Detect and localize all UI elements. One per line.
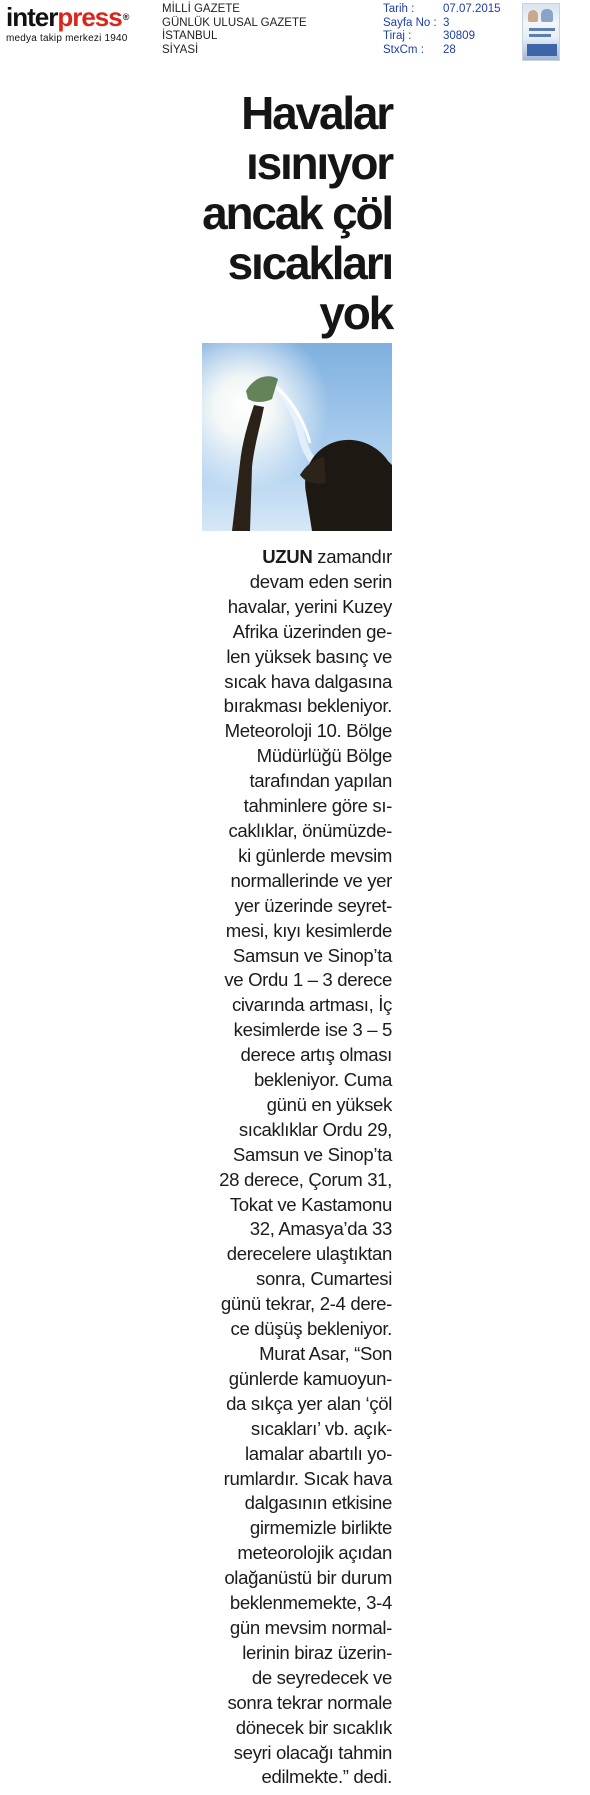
body-line: tarafından yapılan — [249, 770, 392, 792]
publication-info — [162, 3, 307, 57]
body-lines — [196, 570, 392, 1790]
body-line: 32, Amasya’da 33 — [249, 1218, 392, 1240]
body-line: mesi, kıyı kesimlerde — [225, 919, 392, 941]
body-line: lerinin biraz üzerin- — [242, 1641, 392, 1663]
body-line: olağanüstü bir durum — [224, 1567, 392, 1589]
clipping-meta — [383, 3, 501, 57]
headline-line: ancak çöl — [202, 187, 392, 239]
body-line: derecelere ulaştıktan — [226, 1243, 392, 1265]
article-body — [196, 545, 392, 1790]
body-line: dalgasının etkisine — [244, 1492, 392, 1514]
body-line: Müdürlüğü Bölge — [256, 745, 392, 767]
body-line: meteorolojik açıdan — [237, 1542, 392, 1564]
meta-key: Sayfa No : — [383, 16, 437, 29]
body-line: ve Ordu 1 – 3 derece — [224, 969, 392, 991]
meta-value: 3 — [443, 16, 450, 29]
logo-wordmark — [6, 4, 154, 30]
body-line: girmemizle birlikte — [249, 1517, 392, 1539]
body-line: Murat Asar, “Son — [259, 1343, 392, 1364]
body-line: sıcaklıklar Ordu 29, — [238, 1118, 392, 1140]
body-line: sonra tekrar normale — [227, 1691, 392, 1713]
body-line: caklıklar, önümüzde- — [228, 819, 392, 841]
body-line: ce düşüş bekleniyor. — [230, 1318, 392, 1340]
meta-key: Tiraj : — [383, 30, 412, 42]
logo-part-press: press — [57, 2, 122, 32]
body-first-line — [196, 545, 392, 570]
publication-name: MİLLİ GAZETE — [162, 3, 240, 15]
body-line: ki günlerde mevsim — [238, 844, 392, 866]
body-line: Samsun ve Sinop’ta — [232, 944, 392, 966]
headline-line: sıcakları — [227, 237, 392, 289]
logo-registered-mark: ® — [122, 12, 129, 22]
publication-type: GÜNLÜK ULUSAL GAZETE — [162, 16, 307, 29]
body-line: sıcakları’ vb. açık- — [250, 1417, 392, 1439]
publication-category: SİYASİ — [162, 43, 199, 56]
meta-row-stxcm — [383, 44, 501, 58]
body-line: Samsun ve Sinop’ta — [232, 1143, 392, 1165]
headline-line: Havalar — [241, 87, 392, 139]
logo-part-inter: inter — [6, 2, 58, 32]
body-line: seyri olacağı tahmin — [233, 1741, 392, 1763]
body-line: beklenmemekte, 3-4 — [229, 1592, 392, 1614]
body-line: dönecek bir sıcaklık — [235, 1716, 392, 1738]
body-line: edilmekte.” dedi. — [261, 1766, 392, 1788]
body-line: havalar, yerini Kuzey — [227, 595, 392, 617]
body-line: devam eden serin — [249, 570, 392, 592]
meta-row-circulation — [383, 30, 501, 44]
body-line: rumlardır. Sıcak hava — [223, 1467, 392, 1489]
body-line: Afrika üzerinden ge- — [232, 620, 392, 642]
interpress-logo — [6, 4, 154, 48]
body-line: bekleniyor. Cuma — [253, 1069, 392, 1091]
body-line: normallerinde ve yer — [230, 869, 392, 891]
first-line-rest: zamandır — [312, 546, 392, 567]
body-line: da sıkça yer alan ‘çöl — [226, 1392, 392, 1414]
meta-row-page — [383, 17, 501, 31]
body-line: Tokat ve Kastamonu — [229, 1193, 392, 1215]
article-headline — [160, 88, 392, 338]
body-line: len yüksek basınç ve — [226, 645, 392, 667]
publication-city: İSTANBUL — [162, 30, 218, 42]
meta-row-date — [383, 3, 501, 17]
headline-line: ısınıyor — [245, 137, 392, 189]
body-line: yer üzerinde seyret- — [234, 894, 392, 916]
logo-tagline: medya takip merkezi 1940 — [6, 33, 128, 44]
body-line: civarında artması, İç — [231, 994, 392, 1016]
body-line: bırakması bekleniyor. — [223, 695, 392, 717]
meta-value: 28 — [443, 43, 456, 56]
body-line: de seyredecek ve — [251, 1666, 392, 1688]
body-line: lamalar abartılı yo- — [245, 1442, 392, 1464]
body-line: günü en yüksek — [266, 1093, 392, 1115]
article-photo — [202, 343, 392, 531]
body-line: kesimlerde ise 3 – 5 — [233, 1019, 392, 1041]
body-line: günlerde kamuoyun- — [228, 1367, 392, 1389]
newspaper-thumbnail — [522, 3, 560, 61]
body-line: günü tekrar, 2-4 dere- — [220, 1293, 392, 1315]
body-line: Meteoroloji 10. Bölge — [224, 720, 392, 742]
body-line: gün mevsim normal- — [229, 1616, 392, 1638]
body-line: sıcak hava dalgasına — [224, 670, 392, 692]
body-line: tahminlere göre sı- — [243, 795, 392, 817]
body-line: derece artış olması — [240, 1044, 392, 1066]
meta-key: StxCm : — [383, 43, 424, 56]
lead-word: UZUN — [262, 546, 313, 567]
body-line: 28 derece, Çorum 31, — [219, 1168, 392, 1190]
meta-value: 30809 — [443, 30, 475, 42]
headline-line: yok — [319, 287, 392, 339]
meta-value: 07.07.2015 — [443, 3, 501, 15]
meta-key: Tarih : — [383, 3, 415, 15]
body-line: sonra, Cumartesi — [256, 1268, 392, 1290]
